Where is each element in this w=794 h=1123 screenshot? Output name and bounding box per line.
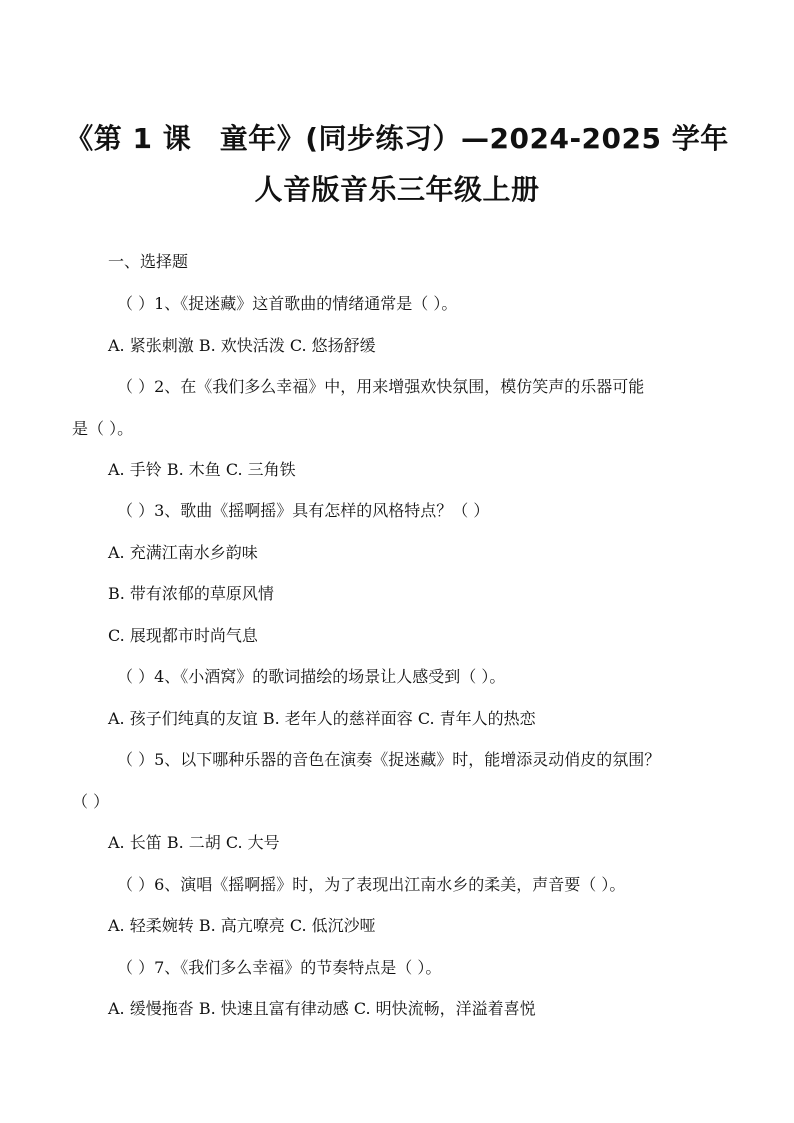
question-1: （ ）1、《捉迷藏》这首歌曲的情绪通常是（ ）。 [117,294,458,313]
document-title-line-2: 人音版音乐三年级上册 [254,173,540,206]
document-title-line-1: 《第 1 课 童年》(同步练习）—2024-2025 学年 [65,122,729,155]
section-heading: 一、选择题 [108,252,189,271]
question-6: （ ）6、演唱《摇啊摇》时，为了表现出江南水乡的柔美，声音要（ ）。 [117,875,626,894]
question-3-option-a: A. 充满江南水乡韵味 [108,543,258,562]
question-2-continued: 是（ ）。 [72,419,134,438]
question-7-options: A. 缓慢拖沓 B. 快速且富有律动感 C. 明快流畅，洋溢着喜悦 [108,999,536,1018]
question-4: （ ）4、《小酒窝》的歌词描绘的场景让人感受到（ ）。 [117,667,506,686]
question-2: （ ）2、在《我们多么幸福》中，用来增强欢快氛围，模仿笑声的乐器可能 [117,377,645,396]
question-4-options: A. 孩子们纯真的友谊 B. 老年人的慈祥面容 C. 青年人的热恋 [108,709,536,728]
question-6-options: A. 轻柔婉转 B. 高亢嘹亮 C. 低沉沙哑 [108,916,376,935]
question-3-option-b: B. 带有浓郁的草原风情 [108,584,274,603]
question-3-option-c: C. 展现都市时尚气息 [108,626,258,645]
question-2-options: A. 手铃 B. 木鱼 C. 三角铁 [108,460,296,479]
question-5: （ ）5、以下哪种乐器的音色在演奏《捉迷藏》时，能增添灵动俏皮的氛围？ [117,750,661,769]
question-5-options: A. 长笛 B. 二胡 C. 大号 [108,833,280,852]
question-5-continued: （ ） [72,792,110,811]
question-1-options: A. 紧张刺激 B. 欢快活泼 C. 悠扬舒缓 [108,336,376,355]
question-3: （ ）3、歌曲《摇啊摇》具有怎样的风格特点？（ ） [117,501,490,520]
question-7: （ ）7、《我们多么幸福》的节奏特点是（ ）。 [117,958,442,977]
